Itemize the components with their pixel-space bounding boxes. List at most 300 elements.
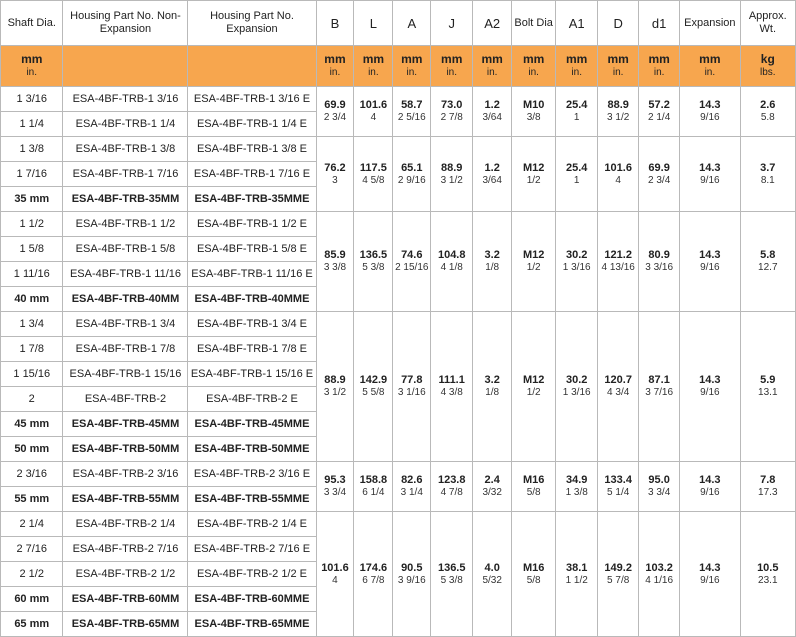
- dimension-cell: [316, 512, 354, 637]
- unit-secondary: in.: [26, 67, 38, 78]
- column-header: D: [598, 1, 639, 46]
- dimension-imperial: 4 1/8: [440, 262, 463, 273]
- dimension-metric: 88.9: [607, 99, 629, 111]
- dimension-metric: 14.3: [699, 161, 721, 174]
- dimension-cell: [680, 312, 740, 462]
- unit-cell: [740, 46, 795, 87]
- column-header: Bolt Dia: [512, 1, 556, 46]
- dimension-cell: [512, 462, 556, 512]
- dimension-cell: [598, 312, 639, 462]
- non-expansion-part-cell: ESA-4BF-TRB-1 3/4: [63, 312, 188, 337]
- non-expansion-part-cell: ESA-4BF-TRB-1 15/16: [63, 362, 188, 387]
- dimension-metric: 3.2: [484, 249, 500, 261]
- unit-secondary: in.: [406, 67, 418, 78]
- dimension-cell: [354, 312, 393, 462]
- table-row: [1, 462, 796, 487]
- dimension-metric: 58.7: [401, 99, 423, 111]
- dimension-cell: [316, 462, 354, 512]
- dimension-imperial: 2 15/16: [395, 262, 429, 273]
- dimension-imperial: 3: [332, 174, 338, 186]
- dimension-metric: 38.1: [565, 561, 588, 574]
- dimension-metric: 101.6: [321, 561, 349, 574]
- dimension-imperial: 4 1/16: [645, 574, 674, 586]
- shaft-dia-cell: 2 1/4: [1, 512, 63, 537]
- dimension-metric: M12: [522, 249, 545, 261]
- dimension-metric: 123.8: [437, 474, 466, 486]
- unit-primary: kg: [760, 52, 775, 66]
- unit-cell: [556, 46, 598, 87]
- dimension-cell: [431, 87, 473, 137]
- shaft-dia-cell: 1 5/8: [1, 237, 63, 262]
- dimension-imperial: 3 3/8: [323, 262, 347, 273]
- dimension-imperial: 3/64: [482, 112, 502, 123]
- expansion-part-cell: ESA-4BF-TRB-2 1/4 E: [188, 512, 316, 537]
- dimension-imperial: 1 3/16: [562, 262, 591, 273]
- expansion-part-cell: ESA-4BF-TRB-1 7/8 E: [188, 337, 316, 362]
- dimension-imperial: 9/16: [700, 112, 720, 123]
- dimension-imperial: 1/2: [526, 174, 541, 186]
- dimension-metric: 30.2: [565, 249, 588, 261]
- unit-cell: [598, 46, 639, 87]
- dimension-metric: 76.2: [324, 161, 346, 174]
- dimension-cell: [354, 462, 393, 512]
- dimension-metric: 1.2: [484, 99, 500, 111]
- dimension-imperial: 23.1: [758, 574, 778, 586]
- dimension-metric: 149.2: [604, 561, 632, 574]
- expansion-part-cell: ESA-4BF-TRB-2 3/16 E: [188, 462, 316, 487]
- dimension-cell: [473, 137, 512, 212]
- non-expansion-part-cell: ESA-4BF-TRB-55MM: [63, 487, 188, 512]
- dimension-metric: 3.2: [484, 374, 500, 386]
- expansion-part-cell: ESA-4BF-TRB-1 1/4 E: [188, 112, 316, 137]
- expansion-part-cell: ESA-4BF-TRB-40MME: [188, 287, 316, 312]
- unit-secondary: in.: [368, 67, 379, 78]
- unit-cell: [639, 46, 680, 87]
- dimension-imperial: 5.8: [760, 112, 775, 123]
- dimension-cell: [512, 87, 556, 137]
- dimension-cell: [431, 137, 473, 212]
- unit-secondary: in.: [446, 67, 457, 78]
- dimension-metric: 87.1: [648, 374, 670, 386]
- dimension-metric: 65.1: [401, 161, 423, 174]
- unit-secondary: lbs.: [760, 67, 776, 78]
- dimension-cell: [740, 137, 795, 212]
- unit-cell: [431, 46, 473, 87]
- dimension-cell: [639, 87, 680, 137]
- column-header: A: [393, 1, 431, 46]
- dimension-cell: [556, 462, 598, 512]
- dimension-cell: [556, 312, 598, 462]
- dimension-imperial: 4: [370, 112, 377, 123]
- non-expansion-part-cell: ESA-4BF-TRB-60MM: [63, 587, 188, 612]
- non-expansion-part-cell: ESA-4BF-TRB-65MM: [63, 612, 188, 637]
- non-expansion-part-cell: ESA-4BF-TRB-1 3/16: [63, 87, 188, 112]
- dimension-metric: 95.3: [324, 474, 346, 486]
- dimension-imperial: 3/32: [482, 487, 502, 498]
- column-header: J: [431, 1, 473, 46]
- dimension-imperial: 9/16: [700, 262, 720, 273]
- unit-secondary: in.: [571, 67, 582, 78]
- dimension-imperial: 1: [573, 174, 580, 186]
- expansion-part-cell: ESA-4BF-TRB-1 3/16 E: [188, 87, 316, 112]
- dimension-metric: 111.1: [438, 374, 465, 386]
- dimension-cell: [393, 137, 431, 212]
- dimension-cell: [473, 312, 512, 462]
- dimension-imperial: 1 3/16: [562, 387, 591, 398]
- dimension-imperial: 3 1/2: [323, 387, 347, 398]
- shaft-dia-cell: 1 11/16: [1, 262, 63, 287]
- unit-cell: [473, 46, 512, 87]
- dimension-imperial: 4: [615, 174, 621, 186]
- shaft-dia-cell: 1 3/4: [1, 312, 63, 337]
- dimension-cell: [473, 87, 512, 137]
- dimension-cell: [556, 87, 598, 137]
- column-header: d1: [639, 1, 680, 46]
- non-expansion-part-cell: ESA-4BF-TRB-1 7/8: [63, 337, 188, 362]
- dimension-imperial: 5 3/8: [362, 262, 385, 273]
- dimension-imperial: 1/2: [526, 387, 541, 398]
- dimension-imperial: 3 1/2: [607, 112, 630, 123]
- shaft-dia-cell: 65 mm: [1, 612, 63, 637]
- shaft-dia-cell: 50 mm: [1, 437, 63, 462]
- dimension-imperial: 4 13/16: [601, 262, 635, 273]
- dimension-metric: 136.5: [359, 249, 388, 261]
- column-header: Approx. Wt.: [740, 1, 795, 46]
- non-expansion-part-cell: ESA-4BF-TRB-1 3/8: [63, 137, 188, 162]
- dimension-cell: [598, 87, 639, 137]
- dimension-cell: [512, 512, 556, 637]
- dimension-metric: 117.5: [359, 161, 387, 174]
- dimension-imperial: 4 5/8: [362, 174, 385, 186]
- non-expansion-part-cell: ESA-4BF-TRB-2 1/2: [63, 562, 188, 587]
- dimension-metric: M12: [522, 374, 545, 386]
- expansion-part-cell: ESA-4BF-TRB-2 1/2 E: [188, 562, 316, 587]
- dimension-cell: [556, 212, 598, 312]
- column-header: Expansion: [680, 1, 740, 46]
- dimension-cell: [431, 312, 473, 462]
- dimension-metric: 85.9: [324, 249, 346, 261]
- dimension-metric: 82.6: [401, 474, 423, 486]
- table-row: [1, 87, 796, 112]
- unit-cell: [316, 46, 354, 87]
- expansion-part-cell: ESA-4BF-TRB-2 E: [188, 387, 316, 412]
- dimension-cell: [473, 512, 512, 637]
- dimension-metric: 2.6: [760, 99, 776, 111]
- column-header: L: [354, 1, 393, 46]
- non-expansion-part-cell: ESA-4BF-TRB-1 11/16: [63, 262, 188, 287]
- expansion-part-cell: ESA-4BF-TRB-55MME: [188, 487, 316, 512]
- dimension-metric: 25.4: [565, 161, 588, 174]
- non-expansion-part-cell: ESA-4BF-TRB-1 1/2: [63, 212, 188, 237]
- dimension-cell: [354, 212, 393, 312]
- non-expansion-part-cell: ESA-4BF-TRB-2: [63, 387, 188, 412]
- dimension-metric: 136.5: [437, 561, 466, 574]
- shaft-dia-cell: 2 1/2: [1, 562, 63, 587]
- dimension-metric: 4.0: [484, 561, 500, 574]
- dimension-imperial: 1/8: [485, 262, 500, 273]
- dimension-cell: [431, 512, 473, 637]
- expansion-part-cell: ESA-4BF-TRB-45MME: [188, 412, 316, 437]
- non-expansion-part-cell: ESA-4BF-TRB-2 7/16: [63, 537, 188, 562]
- dimension-metric: 90.5: [401, 561, 423, 574]
- dimension-imperial: 9/16: [700, 387, 720, 398]
- dimension-imperial: 5 3/8: [440, 574, 463, 586]
- non-expansion-part-cell: ESA-4BF-TRB-45MM: [63, 412, 188, 437]
- dimension-imperial: 3 1/4: [400, 487, 423, 498]
- dimension-imperial: 6 7/8: [362, 574, 385, 586]
- dimension-imperial: 3/8: [526, 112, 541, 123]
- unit-secondary: in.: [653, 67, 665, 78]
- column-header: Housing Part No. Expansion: [188, 1, 316, 46]
- shaft-dia-cell: 1 1/2: [1, 212, 63, 237]
- dimension-metric: 34.9: [565, 474, 588, 486]
- dimension-metric: 7.8: [760, 474, 776, 486]
- dimension-cell: [354, 137, 393, 212]
- dimension-cell: [393, 462, 431, 512]
- dimension-imperial: 5 1/4: [607, 487, 630, 498]
- dimension-cell: [393, 512, 431, 637]
- unit-primary: mm: [566, 52, 588, 66]
- unit-primary: mm: [441, 52, 463, 66]
- unit-cell: [393, 46, 431, 87]
- dimension-cell: [473, 462, 512, 512]
- unit-primary: mm: [324, 52, 346, 66]
- dimension-metric: 30.2: [565, 374, 588, 386]
- dimension-cell: [598, 512, 639, 637]
- dimension-metric: 5.8: [760, 249, 776, 261]
- unit-cell: [1, 46, 63, 87]
- shaft-dia-cell: 1 7/8: [1, 337, 63, 362]
- dimension-metric: 69.9: [324, 99, 346, 111]
- dimension-cell: [354, 512, 393, 637]
- expansion-part-cell: ESA-4BF-TRB-1 1/2 E: [188, 212, 316, 237]
- dimension-imperial: 1: [573, 112, 580, 123]
- table-row: [1, 512, 796, 537]
- dimension-metric: 101.6: [604, 161, 632, 174]
- table-row: [1, 212, 796, 237]
- expansion-part-cell: ESA-4BF-TRB-1 15/16 E: [188, 362, 316, 387]
- expansion-part-cell: ESA-4BF-TRB-60MME: [188, 587, 316, 612]
- expansion-part-cell: ESA-4BF-TRB-65MME: [188, 612, 316, 637]
- expansion-part-cell: ESA-4BF-TRB-1 3/8 E: [188, 137, 316, 162]
- dimension-cell: [393, 312, 431, 462]
- non-expansion-part-cell: ESA-4BF-TRB-50MM: [63, 437, 188, 462]
- dimension-imperial: 17.3: [758, 487, 778, 498]
- unit-secondary: in.: [704, 67, 716, 78]
- shaft-dia-cell: 2 3/16: [1, 462, 63, 487]
- dimension-cell: [740, 87, 795, 137]
- dimension-imperial: 2 7/8: [440, 112, 463, 123]
- non-expansion-part-cell: ESA-4BF-TRB-1 5/8: [63, 237, 188, 262]
- dimension-cell: [431, 212, 473, 312]
- dimension-cell: [740, 462, 795, 512]
- dimension-imperial: 3 9/16: [397, 574, 426, 586]
- unit-secondary: in.: [528, 67, 539, 78]
- dimension-imperial: 3 3/4: [648, 487, 671, 498]
- dimension-metric: 142.9: [359, 374, 388, 386]
- dimension-imperial: 4 3/4: [607, 387, 630, 398]
- dimension-imperial: 3 3/4: [323, 487, 347, 498]
- shaft-dia-cell: 1 15/16: [1, 362, 63, 387]
- shaft-dia-cell: 35 mm: [1, 187, 63, 212]
- dimension-imperial: 1/2: [526, 262, 541, 273]
- expansion-part-cell: ESA-4BF-TRB-1 5/8 E: [188, 237, 316, 262]
- dimension-metric: 5.9: [760, 374, 776, 386]
- dimension-metric: 77.8: [401, 374, 423, 386]
- dimension-imperial: 8.1: [760, 174, 775, 186]
- dimension-cell: [598, 462, 639, 512]
- dimension-metric: 80.9: [648, 249, 670, 261]
- dimension-cell: [316, 212, 354, 312]
- dimension-imperial: 4: [332, 574, 338, 586]
- dimension-metric: 14.3: [699, 561, 721, 574]
- dimension-metric: 57.2: [648, 99, 670, 111]
- column-header: B: [316, 1, 354, 46]
- dimension-imperial: 2 9/16: [397, 174, 426, 186]
- dimension-metric: 1.2: [484, 161, 500, 174]
- column-header: A2: [473, 1, 512, 46]
- dimension-metric: 121.2: [604, 249, 632, 261]
- unit-primary: mm: [648, 52, 670, 66]
- unit-primary: mm: [21, 52, 43, 66]
- dimension-cell: [556, 512, 598, 637]
- dimension-metric: M16: [522, 474, 545, 486]
- dimension-metric: 3.7: [760, 161, 776, 174]
- unit-cell: [354, 46, 393, 87]
- dimension-imperial: 6 1/4: [362, 487, 385, 498]
- dimension-imperial: 3 1/2: [440, 174, 463, 186]
- dimension-imperial: 2 1/4: [648, 112, 671, 123]
- shaft-dia-cell: 45 mm: [1, 412, 63, 437]
- shaft-dia-cell: 1 3/8: [1, 137, 63, 162]
- unit-secondary: in.: [612, 67, 624, 78]
- unit-primary: mm: [362, 52, 385, 66]
- dimension-imperial: 12.7: [758, 262, 778, 273]
- unit-secondary: in.: [486, 67, 498, 78]
- dimension-imperial: 5/8: [526, 574, 541, 586]
- shaft-dia-cell: 1 3/16: [1, 87, 63, 112]
- expansion-part-cell: ESA-4BF-TRB-1 7/16 E: [188, 162, 316, 187]
- dimension-cell: [354, 87, 393, 137]
- dimension-cell: [512, 137, 556, 212]
- dimension-metric: 120.7: [604, 374, 632, 386]
- unit-cell: [63, 46, 188, 87]
- units-row: [1, 46, 796, 87]
- dimension-imperial: 5/8: [526, 487, 541, 498]
- dimension-metric: 101.6: [359, 99, 388, 111]
- dimension-imperial: 4 3/8: [440, 387, 463, 398]
- dimension-imperial: 2 3/4: [648, 174, 671, 186]
- dimension-imperial: 9/16: [700, 574, 720, 586]
- dimension-cell: [639, 137, 680, 212]
- dimension-imperial: 3 3/16: [645, 262, 674, 273]
- dimension-metric: 158.8: [359, 474, 388, 486]
- dimension-cell: [556, 137, 598, 212]
- unit-primary: mm: [401, 52, 423, 66]
- column-header: A1: [556, 1, 598, 46]
- dimension-metric: 88.9: [324, 374, 346, 386]
- non-expansion-part-cell: ESA-4BF-TRB-35MM: [63, 187, 188, 212]
- dimension-imperial: 2 5/16: [397, 112, 426, 123]
- dimension-imperial: 9/16: [700, 487, 720, 498]
- dimension-imperial: 3 1/16: [397, 387, 426, 398]
- dimension-cell: [680, 462, 740, 512]
- dimension-metric: 95.0: [648, 474, 670, 486]
- dimension-cell: [639, 462, 680, 512]
- column-header: Housing Part No. Non-Expansion: [63, 1, 188, 46]
- dimension-metric: 10.5: [757, 561, 779, 574]
- non-expansion-part-cell: ESA-4BF-TRB-1 1/4: [63, 112, 188, 137]
- shaft-dia-cell: 40 mm: [1, 287, 63, 312]
- dimension-cell: [473, 212, 512, 312]
- dimension-cell: [639, 212, 680, 312]
- expansion-part-cell: ESA-4BF-TRB-35MME: [188, 187, 316, 212]
- dimension-metric: M12: [522, 161, 545, 174]
- dimension-metric: 88.9: [441, 161, 463, 174]
- dimension-cell: [512, 212, 556, 312]
- dimension-cell: [639, 312, 680, 462]
- dimension-metric: 69.9: [648, 161, 670, 174]
- dimension-metric: 103.2: [645, 561, 673, 574]
- expansion-part-cell: ESA-4BF-TRB-1 3/4 E: [188, 312, 316, 337]
- dimension-cell: [680, 87, 740, 137]
- dimension-cell: [680, 212, 740, 312]
- dimension-imperial: 3 7/16: [645, 387, 674, 398]
- non-expansion-part-cell: ESA-4BF-TRB-2 3/16: [63, 462, 188, 487]
- dimension-metric: 133.4: [604, 474, 632, 486]
- dimension-metric: M10: [522, 99, 545, 111]
- unit-primary: mm: [607, 52, 629, 66]
- dimension-cell: [740, 312, 795, 462]
- dimension-imperial: 2 3/4: [323, 112, 347, 123]
- dimension-imperial: 13.1: [758, 387, 778, 398]
- dimension-cell: [393, 87, 431, 137]
- dimension-cell: [740, 212, 795, 312]
- dimension-cell: [680, 137, 740, 212]
- shaft-dia-cell: 2 7/16: [1, 537, 63, 562]
- dimension-metric: M16: [522, 561, 545, 574]
- unit-cell: [188, 46, 316, 87]
- dimension-cell: [393, 212, 431, 312]
- unit-cell: [512, 46, 556, 87]
- expansion-part-cell: ESA-4BF-TRB-1 11/16 E: [188, 262, 316, 287]
- dimension-metric: 14.3: [699, 249, 721, 261]
- dimension-imperial: 5/32: [482, 574, 502, 586]
- table-row: [1, 137, 796, 162]
- unit-primary: mm: [699, 52, 721, 66]
- dimension-imperial: 5 7/8: [607, 574, 630, 586]
- column-header: Shaft Dia.: [1, 1, 63, 46]
- dimension-imperial: 3/64: [482, 174, 502, 186]
- dimension-metric: 25.4: [565, 99, 588, 111]
- dimension-metric: 14.3: [699, 374, 721, 386]
- dimension-imperial: 1 1/2: [565, 574, 588, 586]
- unit-secondary: in.: [329, 67, 341, 78]
- dimension-imperial: 5 5/8: [362, 387, 385, 398]
- shaft-dia-cell: 1 1/4: [1, 112, 63, 137]
- unit-primary: mm: [481, 52, 503, 66]
- dimension-imperial: 9/16: [700, 174, 720, 186]
- dimension-cell: [680, 512, 740, 637]
- table-body: [1, 87, 796, 637]
- dimension-metric: 73.0: [441, 99, 463, 111]
- unit-primary: mm: [522, 52, 545, 66]
- dimension-cell: [431, 462, 473, 512]
- unit-cell: [680, 46, 740, 87]
- non-expansion-part-cell: ESA-4BF-TRB-2 1/4: [63, 512, 188, 537]
- shaft-dia-cell: 60 mm: [1, 587, 63, 612]
- shaft-dia-cell: 1 7/16: [1, 162, 63, 187]
